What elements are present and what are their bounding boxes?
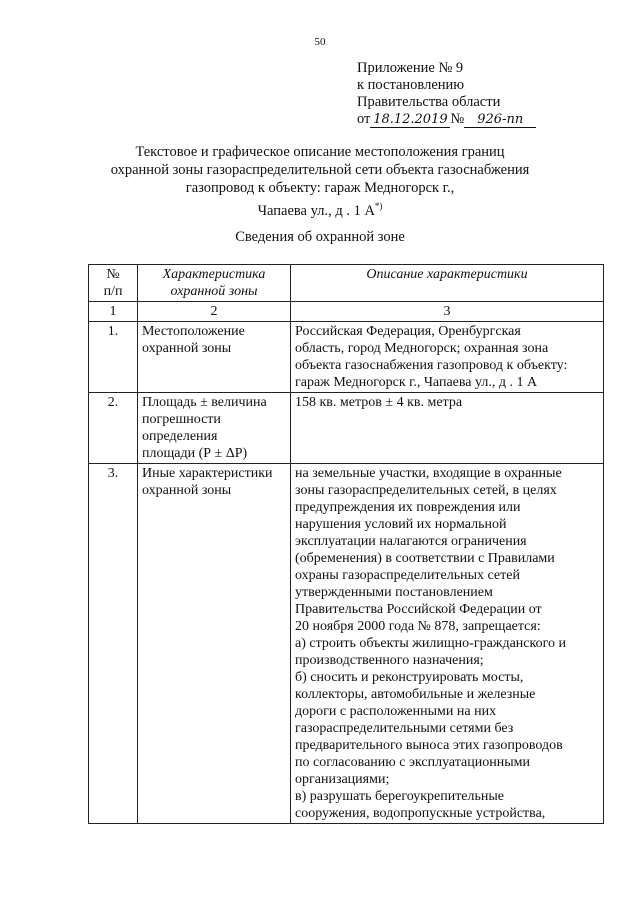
row-description: Российская Федерация, Оренбургская область, город Медногорск; охранная зона объекта газоснабжения газопровод к объекту: гараж Медногорск г., Чапаева ул., д . 1 А xyxy=(291,322,604,393)
date-prefix: от xyxy=(357,111,371,127)
appendix-resolution: к постановлению xyxy=(357,77,465,93)
title-line-4 xyxy=(60,197,580,220)
header-num: № п/п xyxy=(89,265,138,302)
row-num: 1. xyxy=(89,322,138,393)
row-num: 3. xyxy=(89,464,138,824)
table-row xyxy=(89,393,604,464)
row-characteristic: Местоположение охранной зоны xyxy=(138,322,291,393)
document-title xyxy=(60,143,580,220)
table-header-row xyxy=(89,265,604,302)
protected-zone-table xyxy=(88,264,604,824)
appendix-government: Правительства области xyxy=(357,94,501,110)
title-address: Чапаева ул., д . 1 А xyxy=(257,202,375,219)
row-characteristic: Площадь ± величина погрешности определения площади (Р ± ΔР) xyxy=(138,393,291,464)
footnote-mark: *) xyxy=(374,201,383,211)
column-number: 2 xyxy=(138,302,291,322)
title-line-2: охранной зоны газораспределительной сети объекта газоснабжения xyxy=(110,162,530,178)
appendix-title: Приложение № 9 xyxy=(357,60,464,76)
row-description: на земельные участки, входящие в охранные зоны газораспределительных сетей, в целях предупреждения их повреждения или нарушения условий их нормальной эксплуатации налагаются ограничения (обременения) в соответствии с Правилами охраны газораспределительных сетей утвержденными постановлением Правительства Российской Федерации от 20 ноября 2000 года № 878, запрещается: а) строить объекты жилищно-гражданского и производственного назначения; б) сносить и реконструировать мосты, коллекторы, автомобильные и железные дороги с расположенными на них газораспределительными сетями без предварительного выноса этих газопроводов по согласованию с эксплуатационными организациями; в) разрушать берегоукрепительные сооружения, водопропускные устройства, xyxy=(291,464,604,824)
table-row xyxy=(89,464,604,824)
title-line-3: газопровод к объекту: гараж Медногорск г., xyxy=(185,180,455,196)
column-number: 3 xyxy=(291,302,604,322)
header-characteristic: Характеристика охранной зоны xyxy=(138,265,291,302)
header-description: Описание характеристики xyxy=(291,265,604,302)
column-number-row xyxy=(89,302,604,322)
row-description: 158 кв. метров ± 4 кв. метра xyxy=(291,393,604,464)
title-line-1: Текстовое и графическое описание местоположения границ xyxy=(135,144,505,160)
table-row xyxy=(89,322,604,393)
appendix-date-line xyxy=(357,111,536,128)
section-heading: Сведения об охранной зоне xyxy=(235,229,405,245)
number-prefix: № xyxy=(450,111,465,127)
appendix-block xyxy=(357,60,536,128)
column-number: 1 xyxy=(89,302,138,322)
handwritten-number: 926-пп xyxy=(464,113,536,128)
handwritten-date: 18.12.2019 xyxy=(370,113,450,128)
page-number: 50 xyxy=(314,36,326,48)
row-characteristic: Иные характеристики охранной зоны xyxy=(138,464,291,824)
row-num: 2. xyxy=(89,393,138,464)
